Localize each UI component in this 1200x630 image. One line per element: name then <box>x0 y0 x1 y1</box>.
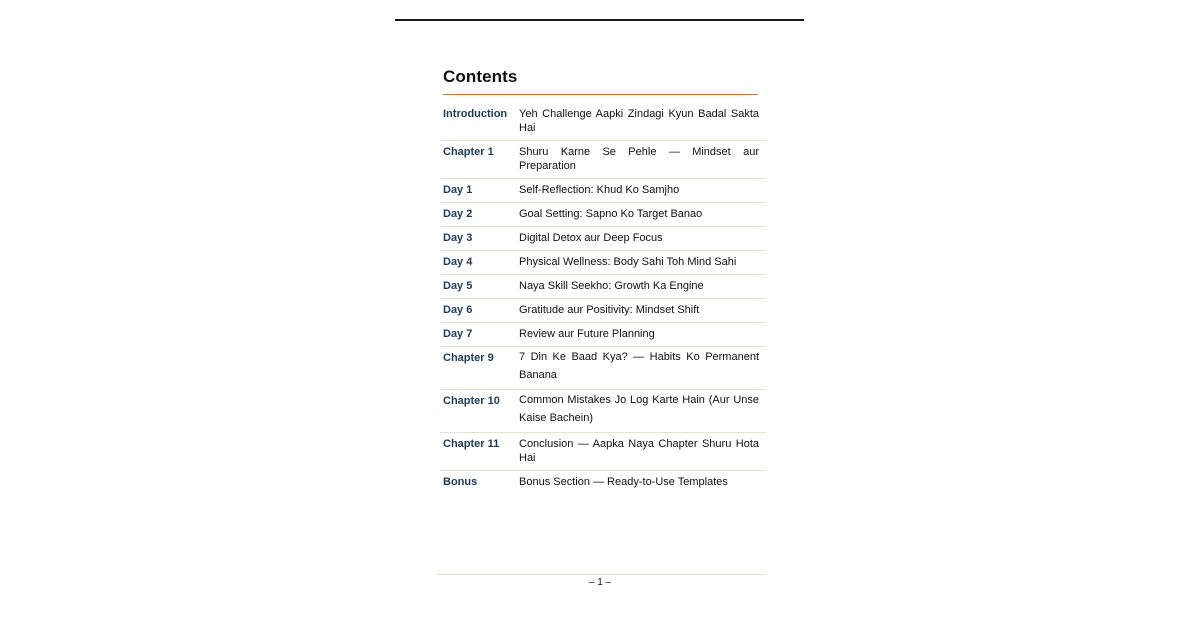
toc-entry-label: Day 7 <box>443 328 473 340</box>
toc-entry[interactable] <box>440 251 766 275</box>
toc-entry-label: Introduction <box>443 108 508 120</box>
toc-entry-label: Chapter 11 <box>443 438 500 450</box>
toc-entry[interactable] <box>440 323 766 347</box>
toc-entry-title: Shuru Karne Se Pehle — Mindset aur Preparation <box>519 146 759 172</box>
toc-entry[interactable] <box>440 227 766 251</box>
contents-heading: Contents <box>443 67 518 86</box>
toc-entry[interactable] <box>440 203 766 227</box>
header-divider <box>395 19 804 21</box>
toc-entry-label: Day 3 <box>443 232 473 244</box>
toc-entry[interactable] <box>440 299 766 323</box>
toc-entry[interactable] <box>440 179 766 203</box>
toc-entry-title: Common Mistakes Jo Log Karte Hain (Aur Unse Kaise Bachein) <box>519 394 759 424</box>
toc-entry-label: Day 2 <box>443 208 473 220</box>
toc-entry[interactable] <box>440 433 766 471</box>
page-number: – 1 – <box>588 577 612 588</box>
toc-entry-label: Day 1 <box>443 184 473 196</box>
footer-divider <box>437 574 766 575</box>
toc-entry-title: Goal Setting: Sapno Ko Target Banao <box>519 208 703 220</box>
toc-entry-title: Self-Reflection: Khud Ko Samjho <box>519 184 680 196</box>
toc-entry-title: Naya Skill Seekho: Growth Ka Engine <box>519 280 704 292</box>
heading-underline <box>443 94 758 95</box>
toc-entry-label: Day 6 <box>443 304 473 316</box>
toc-entry-label: Chapter 1 <box>443 146 494 158</box>
toc-entry-label: Chapter 10 <box>443 395 500 407</box>
toc-entry-label: Day 4 <box>443 256 473 268</box>
toc-entry[interactable] <box>440 347 766 390</box>
toc-entry[interactable] <box>440 141 766 179</box>
toc-entry-title: Yeh Challenge Aapki Zindagi Kyun Badal Sakta Hai <box>519 108 759 134</box>
toc-entry-title: Review aur Future Planning <box>519 328 655 340</box>
toc-entry[interactable] <box>440 471 766 494</box>
toc-entry-title: Digital Detox aur Deep Focus <box>519 232 663 244</box>
toc-entry-title: Bonus Section — Ready-to-Use Templates <box>519 476 728 488</box>
toc-entry-label: Day 5 <box>443 280 473 292</box>
toc-entry[interactable] <box>440 390 766 433</box>
toc-entry-label: Chapter 9 <box>443 352 494 364</box>
toc-entry-title: Conclusion — Aapka Naya Chapter Shuru Hota Hai <box>519 438 759 464</box>
toc-entry[interactable] <box>440 275 766 299</box>
toc-entry-title: Physical Wellness: Body Sahi Toh Mind Sahi <box>519 256 737 268</box>
toc-entry-title: 7 Din Ke Baad Kya? — Habits Ko Permanent Banana <box>519 351 759 381</box>
toc-entry-title: Gratitude aur Positivity: Mindset Shift <box>519 304 700 316</box>
toc-entry[interactable] <box>440 103 766 141</box>
table-of-contents <box>440 103 766 494</box>
toc-entry-label: Bonus <box>443 476 478 488</box>
